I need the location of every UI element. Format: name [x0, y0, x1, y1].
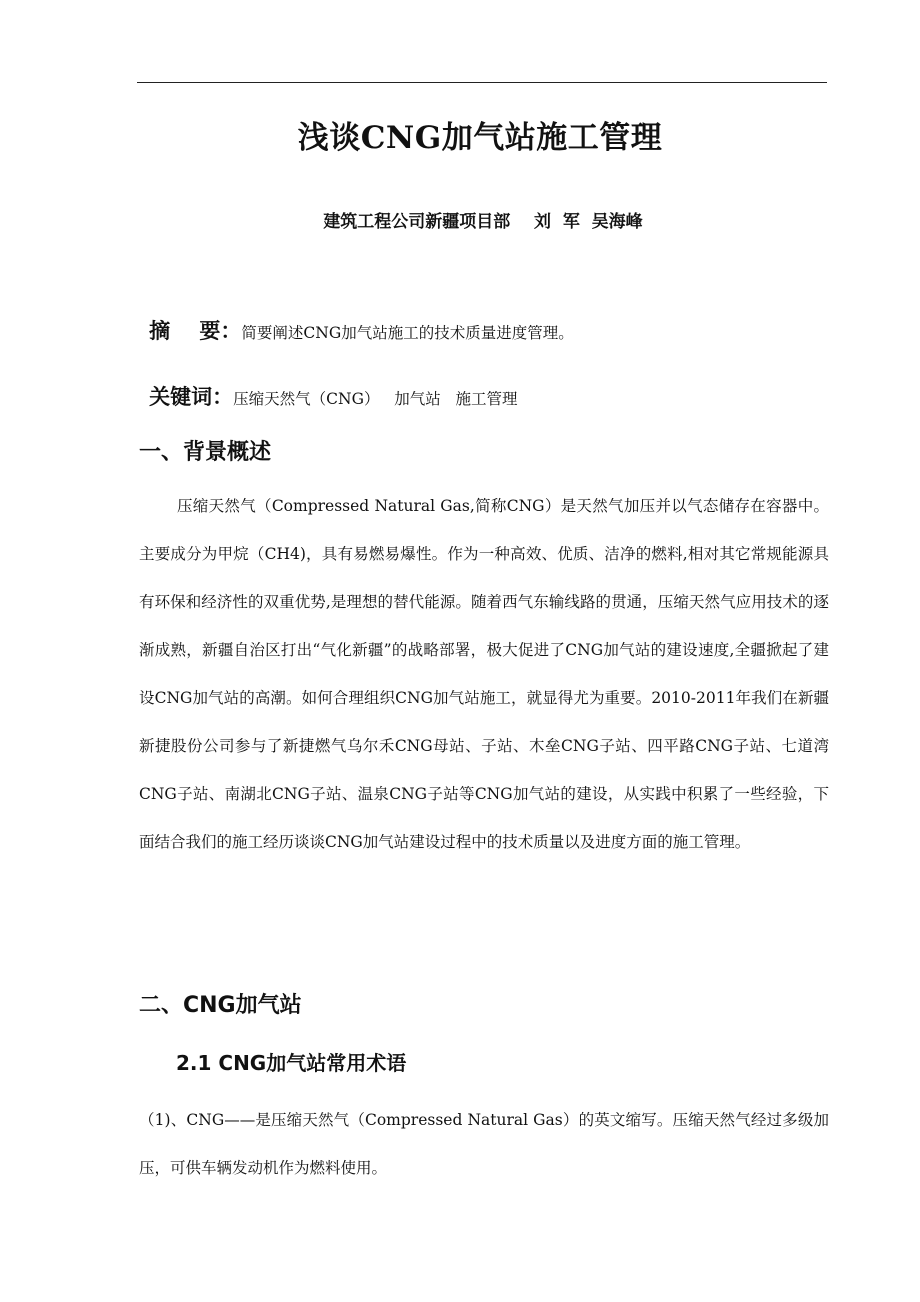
abstract-line — [139, 296, 574, 345]
section-heading-cng-station: 二、CNG加气站 — [139, 993, 302, 1018]
keywords-text: 压缩天然气（CNG） 加气站 施工管理 — [233, 390, 518, 408]
keywords-label: 关键词： — [149, 385, 234, 409]
document-title: 浅谈CNG加气站施工管理 — [297, 120, 663, 156]
keywords-line — [139, 362, 518, 411]
terms-paragraph: （1)、CNG——是压缩天然气（Compressed Natural Gas）的英文缩写。压缩天然气经过多级加压，可供车辆发动机作为燃料使用。 — [139, 1111, 829, 1177]
abstract-label: 摘 要： — [149, 319, 242, 343]
abstract-text: 简要阐述CNG加气站施工的技术质量进度管理。 — [241, 324, 574, 342]
subsection-heading-terms: 2.1 CNG加气站常用术语 — [176, 1051, 407, 1075]
header-rule — [137, 82, 827, 83]
background-paragraph: 压缩天然气（Compressed Natural Gas,简称CNG）是天然气加压并以气态储存在容器中。主要成分为甲烷（CH4)，具有易燃易爆性。作为一种高效、优质、洁净的燃料,相对其它常规能源具有环保和经济性的双重优势,是理想的替代能源。随着西气东输线路的贯通，压缩天然气应用技术的逐渐成熟，新疆自治区打出“气化新疆”的战略部署，极大促进了CNG加气站的建设速度,全疆掀起了建设CNG加气站的高潮。如何合理组织CNG加气站施工，就显得尤为重要。2010-2011年我们在新疆新捷股份公司参与了新捷燃气乌尔禾CNG母站、子站、木垒CNG子站、四平路CNG子站、七道湾CNG子站、南湖北CNG子站、温泉CNG子站等CNG加气站的建设，从实践中积累了一些经验，下面结合我们的施工经历谈谈CNG加气站建设过程中的技术质量以及进度方面的施工管理。 — [139, 497, 829, 851]
section-heading-background: 一、背景概述 — [139, 440, 272, 465]
author-affiliation: 建筑工程公司新疆项目部 刘 军 吴海峰 — [323, 212, 643, 232]
